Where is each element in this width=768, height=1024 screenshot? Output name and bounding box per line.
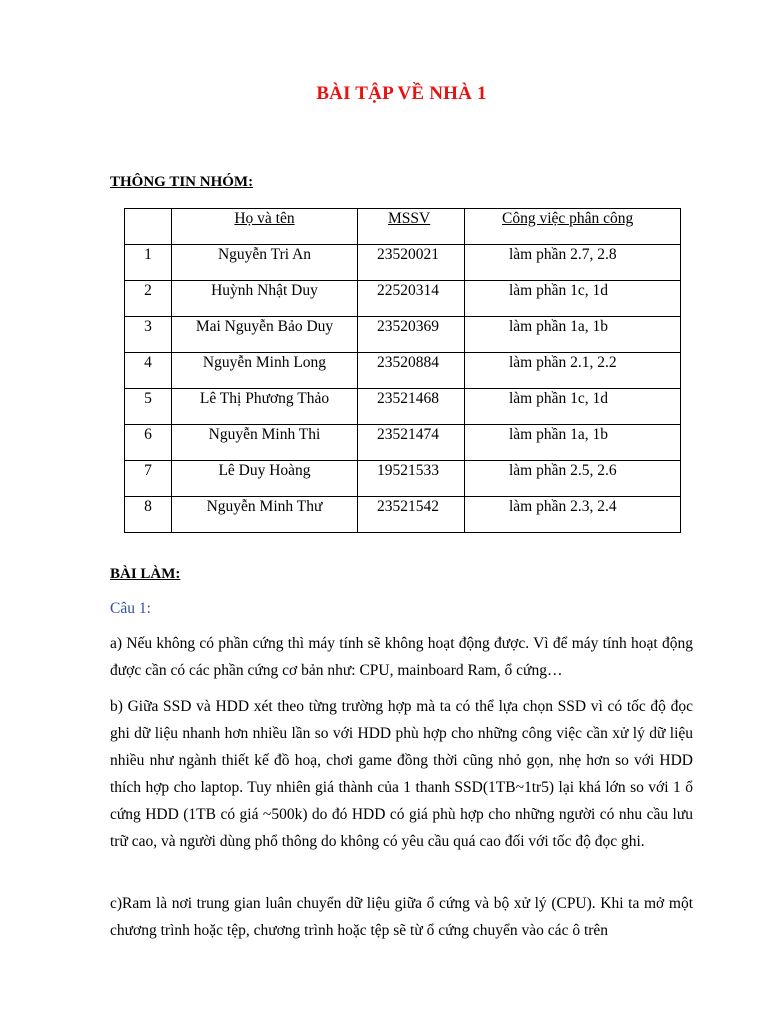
- cell-task: [465, 245, 681, 281]
- cell-name: [172, 425, 358, 461]
- table-row: [125, 317, 681, 353]
- group-info-heading: THÔNG TIN NHÓM:: [110, 174, 254, 190]
- cell-student-id: [358, 353, 465, 389]
- cell-text: 23520021: [377, 246, 439, 263]
- cell-text: 19521533: [377, 462, 439, 479]
- header-name: [172, 209, 358, 245]
- cell-text: 3: [144, 318, 152, 335]
- cell-student-id: [358, 461, 465, 497]
- cell-no: [125, 317, 172, 353]
- cell-student-id: [358, 317, 465, 353]
- cell-text: Mai Nguyễn Bảo Duy: [195, 318, 334, 335]
- table-row: [125, 389, 681, 425]
- work-heading: BÀI LÀM:: [110, 566, 181, 582]
- cell-text: Huỳnh Nhật Duy: [211, 282, 318, 299]
- cell-student-id: [358, 245, 465, 281]
- cell-text: làm phần 2.5, 2.6: [509, 462, 617, 479]
- cell-name: [172, 353, 358, 389]
- cell-text: 23521468: [377, 390, 439, 407]
- cell-text: Nguyễn Minh Thi: [208, 426, 321, 443]
- cell-task: [465, 317, 681, 353]
- cell-student-id: [358, 497, 465, 533]
- cell-text: Nguyễn Minh Long: [202, 354, 327, 371]
- table-row: [125, 245, 681, 281]
- paragraph-b: b) Giữa SSD và HDD xét theo từng trường hợp mà ta có thể lựa chọn SSD vì có tốc độ đọc ghi dữ liệu nhanh hơn nhiều lần so với HDD phù hợp cho những công việc cần xử lý dữ liệu nhiều như ngành thiết kế đồ hoạ, chơi game đồng thời cũng nhỏ gọn, nhẹ hơn so với HDD thích hợp cho laptop. Tuy nhiên giá thành của 1 thanh SSD(1TB~1tr5) lại khá lớn so với 1 ổ cứng HDD (1TB có giá ~500k) do đó HDD có giá phù hợp cho những người có nhu cầu lưu trữ cao, và người dùng phổ thông do không có yêu cầu quá cao đối với tốc độ đọc ghi.: [110, 698, 693, 850]
- document-title: BÀI TẬP VỀ NHÀ 1: [316, 83, 487, 104]
- cell-no: [125, 245, 172, 281]
- cell-text: 23521474: [377, 426, 439, 443]
- header-name-text: Họ và tên: [234, 210, 295, 227]
- table-header-row: [125, 209, 681, 245]
- header-task: [465, 209, 681, 245]
- paragraph-a: a) Nếu không có phần cứng thì máy tính sẽ không hoạt động được. Vì để máy tính hoạt động được cần có các phần cứng cơ bản như: CPU, mainboard Ram, ổ cứng…: [110, 635, 693, 679]
- cell-text: 7: [144, 462, 152, 479]
- cell-task: [465, 425, 681, 461]
- cell-text: Nguyễn Tri An: [217, 246, 312, 263]
- cell-no: [125, 353, 172, 389]
- table-row: [125, 461, 681, 497]
- cell-text: 23520369: [377, 318, 439, 335]
- cell-text: 23521542: [377, 498, 439, 515]
- cell-task: [465, 461, 681, 497]
- cell-text: làm phần 1c, 1d: [509, 390, 609, 407]
- cell-text: 22520314: [377, 282, 439, 299]
- header-no-text: [125, 209, 171, 210]
- cell-text: 4: [144, 354, 152, 371]
- cell-name: [172, 245, 358, 281]
- header-student-id: [358, 209, 465, 245]
- cell-text: 2: [144, 282, 152, 299]
- question-label: Câu 1:: [110, 600, 151, 617]
- cell-no: [125, 497, 172, 533]
- cell-name: [172, 389, 358, 425]
- cell-student-id: [358, 425, 465, 461]
- cell-text: làm phần 1a, 1b: [509, 426, 609, 443]
- cell-name: [172, 497, 358, 533]
- cell-text: làm phần 1a, 1b: [509, 318, 609, 335]
- header-no: [125, 209, 172, 245]
- cell-task: [465, 389, 681, 425]
- table-row: [125, 497, 681, 533]
- cell-no: [125, 425, 172, 461]
- cell-name: [172, 317, 358, 353]
- cell-text: làm phần 2.3, 2.4: [509, 498, 617, 515]
- cell-no: [125, 281, 172, 317]
- cell-text: 1: [144, 246, 152, 263]
- cell-no: [125, 461, 172, 497]
- cell-text: 8: [144, 498, 152, 515]
- cell-task: [465, 281, 681, 317]
- cell-text: làm phần 2.7, 2.8: [509, 246, 617, 263]
- cell-text: làm phần 2.1, 2.2: [509, 354, 617, 371]
- cell-text: làm phần 1c, 1d: [509, 282, 609, 299]
- table-row: [125, 353, 681, 389]
- cell-student-id: [358, 281, 465, 317]
- cell-text: Lê Duy Hoàng: [218, 462, 311, 479]
- members-table: [124, 208, 681, 533]
- table-row: [125, 281, 681, 317]
- cell-name: [172, 461, 358, 497]
- cell-text: 6: [144, 426, 152, 443]
- cell-text: 5: [144, 390, 152, 407]
- cell-text: 23520884: [377, 354, 439, 371]
- header-student-id-text: MSSV: [388, 210, 431, 227]
- header-task-text: Công việc phân công: [502, 210, 634, 227]
- cell-no: [125, 389, 172, 425]
- cell-student-id: [358, 389, 465, 425]
- cell-text: Nguyễn Minh Thư: [206, 498, 323, 515]
- cell-task: [465, 353, 681, 389]
- cell-name: [172, 281, 358, 317]
- cell-task: [465, 497, 681, 533]
- table-row: [125, 425, 681, 461]
- paragraph-c: c)Ram là nơi trung gian luân chuyển dữ liệu giữa ổ cứng và bộ xử lý (CPU). Khi ta mở một chương trình hoặc tệp, chương trình hoặc tệp sẽ từ ổ cứng chuyển vào các ô trên: [110, 895, 693, 939]
- cell-text: Lê Thị Phương Thảo: [199, 390, 330, 407]
